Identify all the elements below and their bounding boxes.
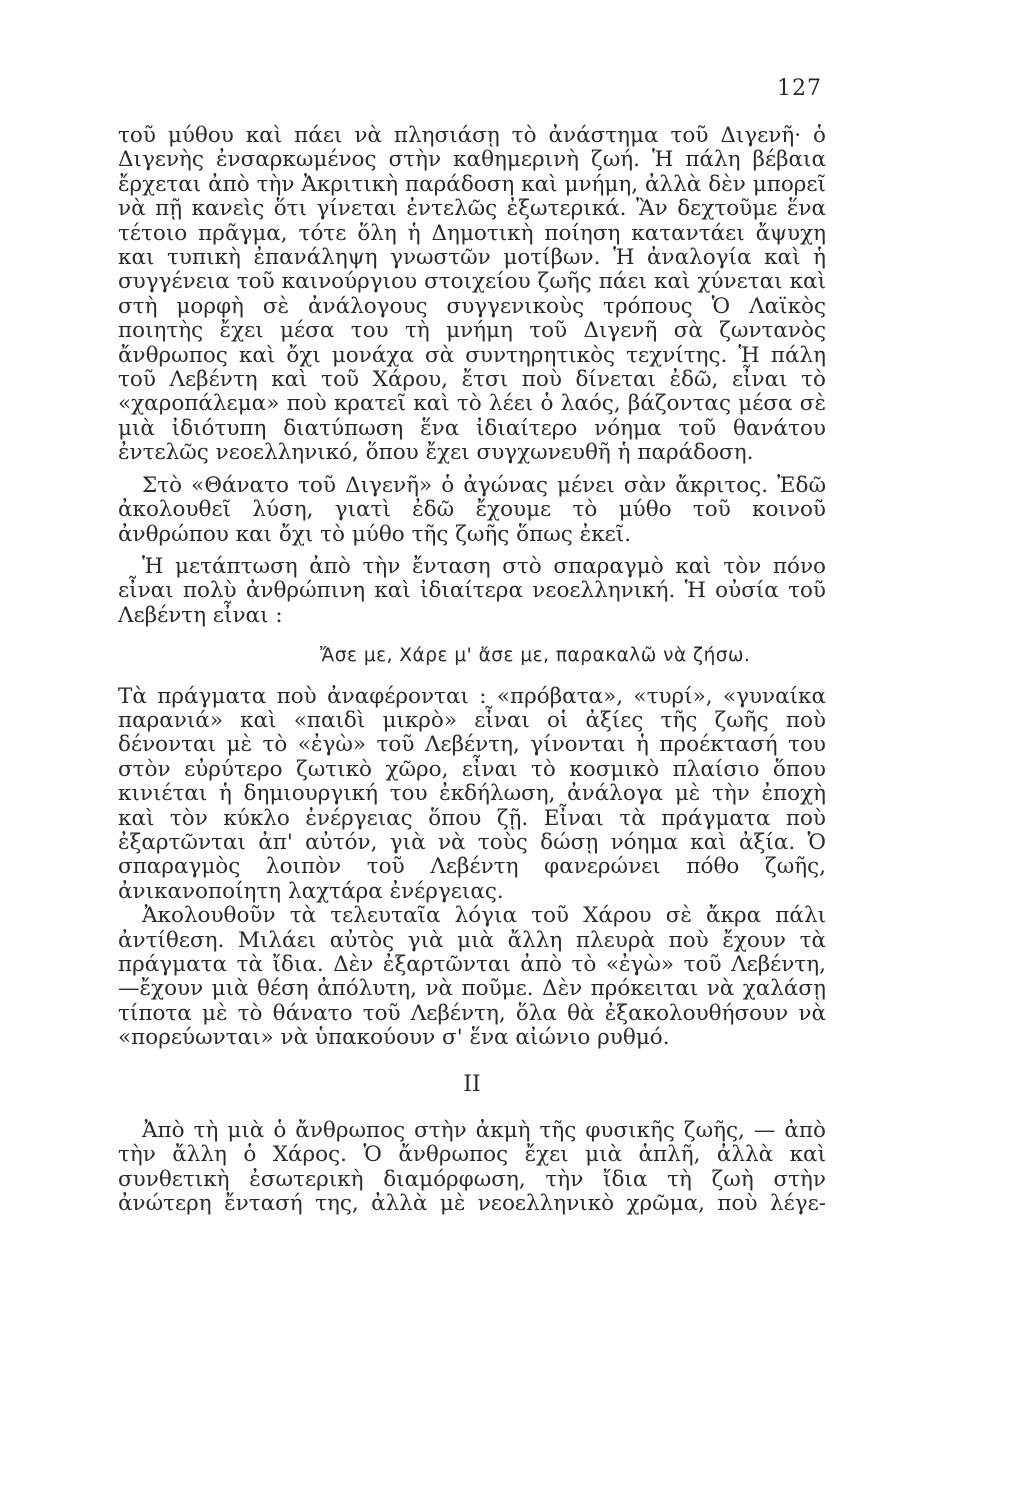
paragraph: Στὸ «Θάνατο τοῦ Διγενῆ» ὁ ἀγώνας μένει σὰν ἄκριτος. Ἐδῶ ἀκολουθεῖ λύση, γιατὶ ἐδῶ ἔχουμε τὸ μύθο τοῦ κοινοῦ ἀνθρώπου και ὄχι τὸ μύθο τῆς ζωῆς ὅπως ἐκεῖ. bbox=[118, 472, 826, 547]
section-heading: II bbox=[463, 1071, 481, 1097]
paragraph: Ἀκολουθοῦν τὰ τελευταῖα λόγια τοῦ Χάρου σὲ ἄκρα πάλι ἀντίθεση. Μιλάει αὐτὸς γιὰ μιὰ ἄλλη πλευρὰ ποὺ ἔχουν τὰ πράγματα τὰ ἴδια. Δὲν ἐξαρτῶνται ἀπὸ τὸ «ἐγὼ» τοῦ Λεβέντη, —ἔχουν μιὰ θέση ἀπόλυτη, νὰ ποῦμε. Δὲν πρόκειται νὰ χαλάσῃ τίποτα μὲ τὸ θάνατο τοῦ Λεβέντη, ὅλα θὰ ἐξακολουθήσουν νὰ «πορεύωνται» νὰ ὑπακούουν σ' ἕνα αἰώνιο ρυθμό. bbox=[118, 903, 826, 1051]
body-text bbox=[118, 124, 826, 1217]
paragraph: Τὰ πράγματα ποὺ ἀναφέρονται : «πρόβατα», «τυρί», «γυναίκα παρανιά» καὶ «παιδὶ μικρὸ» εἶναι οἱ ἀξίες τῆς ζωῆς ποὺ δένονται μὲ τὸ «ἐγὼ» τοῦ Λεβέντη, γίνονται ἡ προέκτασή του στὸν εὐρύτερο ζωτικὸ χῶρο, εἶναι τὸ κοσμικὸ πλαίσιο ὅπου κινιέται ἡ δημιουργική του ἐκδήλωση, ἀνάλογα μὲ τὴν ἐποχὴ καὶ τὸν κύκλο ἐνέργειας ὅπου ζῇ. Εἶναι τὰ πράγματα ποὺ ἐξαρτῶνται ἀπ' αὐτόν, γιὰ νὰ τοὺς δώσῃ νόημα καὶ ἀξία. Ὁ σπαραγμὸς λοιπὸν τοῦ Λεβέντη φανερώνει πόθο ζωῆς, ἀνικανοποίητη λαχτάρα ἐνέργειας. bbox=[118, 683, 826, 904]
verse-quote: Ἄσε με, Χάρε μ' ἄσε με, παρακαλῶ νὰ ζήσω. bbox=[320, 645, 751, 667]
page-number: 127 bbox=[777, 76, 822, 101]
paragraph: τοῦ μύθου καὶ πάει νὰ πλησιάσῃ τὸ ἀνάστημα τοῦ Διγενῆ· ὁ Διγενὴς ἐνσαρκωμένος στὴν καθημερινὴ ζωή. Ἡ πάλη βέβαια ἔρχεται ἀπὸ τὴν Ἀκριτικὴ παράδοση καὶ μνήμη, ἀλλὰ δὲν μπορεῖ νὰ πῇ κανεὶς ὅτι γίνεται ἐντελῶς ἐξωτερικά. Ἂν δεχτοῦμε ἕνα τέτοιο πρᾶγμα, τότε ὅλη ἡ Δημοτικὴ ποίηση καταντάει ἄψυχη και τυπικὴ ἐπανάληψη γνωστῶν μοτίβων. Ἡ ἀναλογία καὶ ἡ συγγένεια τοῦ καινούργιου στοιχείου ζωῆς πάει καὶ χύνεται καὶ στὴ μορφὴ σὲ ἀνάλογους συγγενικοὺς τρόπους Ὁ Λαϊκὸς ποιητὴς ἔχει μέσα του τὴ μνήμη τοῦ Διγενῆ σὰ ζωντανὸς ἄνθρωπος καὶ ὄχι μονάχα σὰ συντηρητικὸς τεχνίτης. Ἡ πάλη τοῦ Λεβέντη καὶ τοῦ Χάρου, ἔτσι ποὺ δίνεται ἐδῶ, εἶναι τὸ «χαροπάλεμα» ποὺ κρατεῖ καὶ τὸ λέει ὁ λαός, βάζοντας μέσα σὲ μιὰ ἰδιότυπη διατύπωση ἕνα ἰδιαίτερο νόημα τοῦ θανάτου ἐντελῶς νεοελληνικό, ὅπου ἔχει συγχωνευθῆ ἡ παράδοση. bbox=[118, 123, 826, 466]
paragraph: Ἡ μετάπτωση ἀπὸ τὴν ἔνταση στὸ σπαραγμὸ καὶ τὸν πόνο εἶναι πολὺ ἀνθρώπινη καὶ ἰδιαίτερα νεοελληνική. Ἡ οὐσία τοῦ Λεβέντη εἶναι : bbox=[118, 553, 826, 628]
paragraph: Ἀπὸ τὴ μιὰ ὁ ἄνθρωπος στὴν ἀκμὴ τῆς φυσικῆς ζωῆς, — ἀπὸ τὴν ἄλλη ὁ Χάρος. Ὁ ἄνθρωπος ἔχει μιὰ ἁπλῆ, ἀλλὰ καὶ συνθετικὴ ἐσωτερικὴ διαμόρφωση, τὴν ἴδια τὴ ζωὴ στὴν ἀνώτερη ἔντασή της, ἀλλὰ μὲ νεοελληνικὸ χρῶμα, ποὺ λέγε- bbox=[118, 1118, 826, 1217]
